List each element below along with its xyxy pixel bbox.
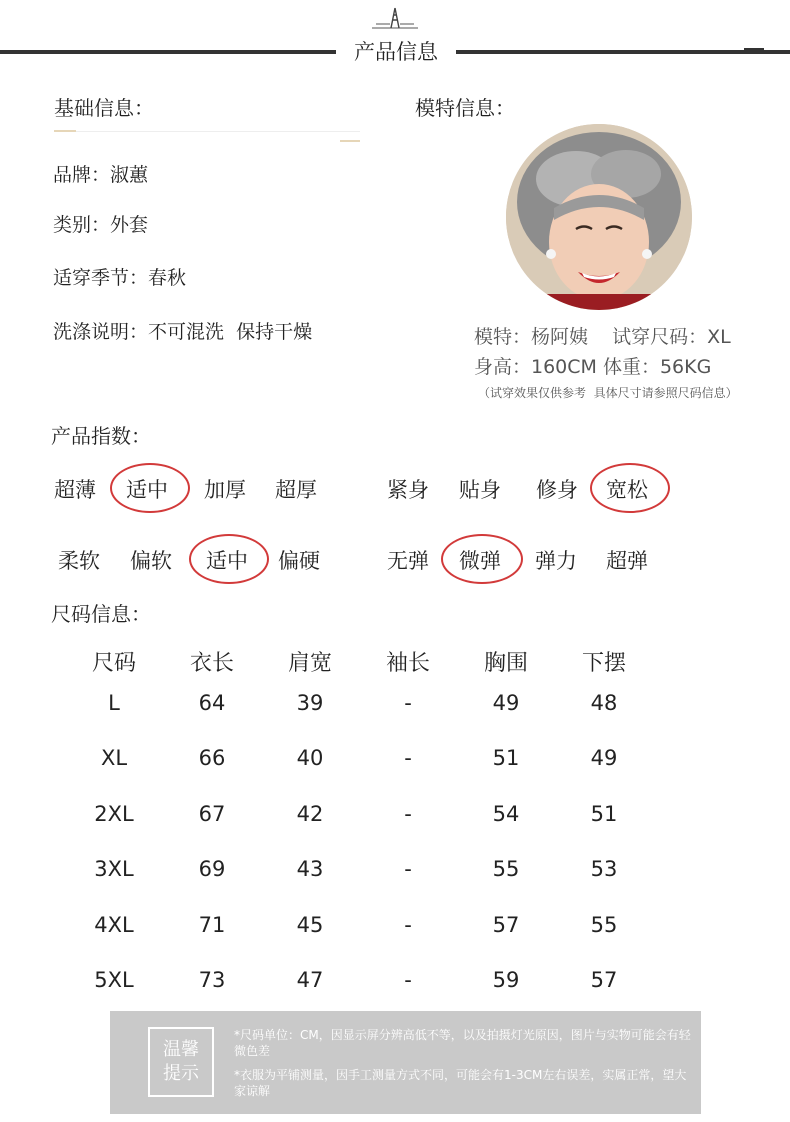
size-cell: 42	[296, 802, 324, 826]
size-cell: 57	[492, 913, 520, 937]
tips-text: *衣服为平铺测量，因手工测量方式不同，可能会有1-3CM左右误差，实属正常，望大家谅解	[234, 1068, 687, 1098]
index-option: 加厚	[204, 478, 246, 502]
size-cell: 66	[198, 746, 226, 770]
tips-stamp-line: 温馨	[163, 1039, 199, 1060]
size-cell: 55	[492, 857, 520, 881]
size-cell: 4XL	[94, 913, 134, 937]
size-cell: 5XL	[94, 968, 134, 992]
category-text: 类别：外套	[53, 214, 149, 236]
size-cell: 51	[492, 746, 520, 770]
size-cell: 53	[590, 857, 618, 881]
size-cell: 59	[492, 968, 520, 992]
size-cell: -	[404, 857, 412, 881]
model-height-weight: 身高：160CM 体重：56KG	[474, 356, 712, 378]
index-option: 弹力	[535, 549, 577, 573]
size-cell: 39	[296, 691, 324, 715]
season-text: 适穿季节：春秋	[53, 267, 187, 289]
wash-text: 洗涤说明：不可混洗 保持干燥	[53, 321, 313, 343]
size-cell: 71	[198, 913, 226, 937]
model-name-size: 模特：杨阿姨 试穿尺码：XL	[474, 326, 731, 348]
index-option-selected: 宽松	[606, 478, 648, 502]
index-option: 紧身	[387, 478, 429, 502]
index-option: 偏软	[130, 549, 172, 573]
size-header: 衣长	[189, 651, 234, 676]
title-accent	[54, 130, 76, 132]
index-option: 柔软	[58, 549, 100, 573]
size-header: 胸围	[483, 651, 528, 676]
size-cell: 69	[198, 857, 226, 881]
size-cell: -	[404, 968, 412, 992]
tips-box	[110, 1011, 701, 1114]
size-cell: -	[404, 691, 412, 715]
size-cell: 64	[198, 691, 226, 715]
tips-stamp	[148, 1027, 214, 1097]
page-title: 产品信息	[354, 40, 438, 64]
size-cell: 48	[590, 691, 618, 715]
size-cell: 43	[296, 857, 324, 881]
title-accent	[340, 140, 360, 142]
index-option: 贴身	[459, 478, 501, 502]
product-index-title: 产品指数：	[51, 424, 151, 448]
index-option: 超弹	[606, 549, 648, 573]
header-rule-left	[0, 50, 336, 54]
eiffel-tower-icon	[370, 6, 420, 32]
size-header: 肩宽	[287, 651, 332, 676]
size-cell: 55	[590, 913, 618, 937]
tips-text: *尺码单位：CM，因显示屏分辨高低不等，以及拍摄灯光原因，图片与实物可能会有轻微色差	[234, 1028, 691, 1058]
header-rule-right	[456, 50, 790, 54]
model-note: （试穿效果仅供参考 具体尺寸请参照尺码信息）	[478, 386, 738, 400]
index-option-selected: 适中	[126, 478, 168, 502]
size-cell: 49	[492, 691, 520, 715]
basic-info-title: 基础信息：	[54, 96, 154, 120]
model-avatar	[506, 124, 692, 310]
size-cell: 54	[492, 802, 520, 826]
size-cell: 2XL	[94, 802, 134, 826]
size-cell: 45	[296, 913, 324, 937]
header-end-mark	[744, 48, 764, 56]
size-header: 下摆	[581, 651, 626, 676]
index-option: 超厚	[275, 478, 317, 502]
size-cell: -	[404, 913, 412, 937]
size-cell: 47	[296, 968, 324, 992]
index-option: 偏硬	[278, 549, 320, 573]
size-cell: 3XL	[94, 857, 134, 881]
size-cell: 51	[590, 802, 618, 826]
index-option: 超薄	[54, 478, 96, 502]
divider	[76, 131, 360, 132]
size-cell: 67	[198, 802, 226, 826]
size-cell: XL	[100, 746, 128, 770]
size-header: 尺码	[91, 651, 136, 676]
index-option-selected: 微弹	[459, 549, 501, 573]
index-option: 修身	[536, 478, 578, 502]
size-cell: 73	[198, 968, 226, 992]
size-cell: -	[404, 746, 412, 770]
model-info-title: 模特信息：	[415, 96, 515, 120]
tips-stamp-line: 提示	[163, 1063, 199, 1084]
size-header: 袖长	[385, 651, 430, 676]
size-cell: -	[404, 802, 412, 826]
size-cell: L	[108, 691, 120, 715]
brand-text: 品牌：淑蕙	[53, 164, 149, 186]
index-option-selected: 适中	[206, 549, 248, 573]
size-info-title: 尺码信息：	[51, 602, 151, 626]
index-option: 无弹	[387, 549, 429, 573]
size-cell: 40	[296, 746, 324, 770]
size-cell: 57	[590, 968, 618, 992]
size-cell: 49	[590, 746, 618, 770]
